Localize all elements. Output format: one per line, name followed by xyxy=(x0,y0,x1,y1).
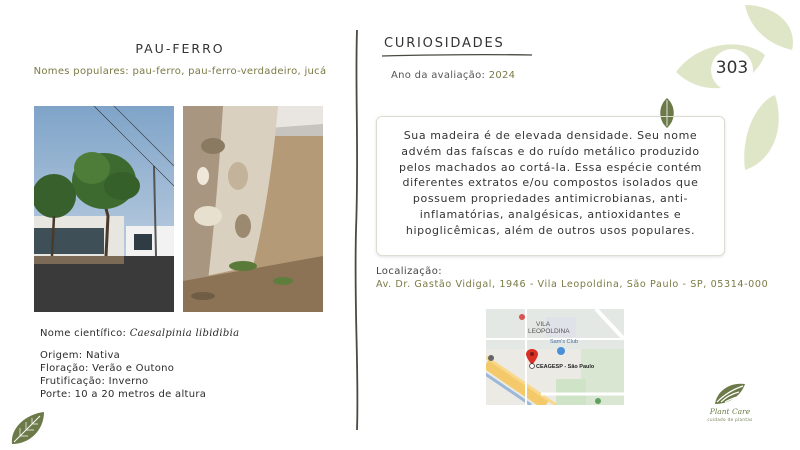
evaluation-year xyxy=(391,70,515,81)
title-underline xyxy=(382,52,532,58)
tree-facts xyxy=(40,349,206,401)
location-label: Localização: xyxy=(376,266,442,277)
evaluation-year-label: Ano da avaliação: xyxy=(391,70,486,81)
brand-tagline: cuidado de plantas xyxy=(707,417,753,422)
tree-photo xyxy=(34,106,174,312)
popular-names: Nomes populares: pau-ferro, pau-ferro-verdadeiro, jucá xyxy=(33,66,327,77)
tree-number: 303 xyxy=(715,58,749,78)
location-map[interactable] xyxy=(486,309,624,405)
species-title: PAU-FERRO xyxy=(135,41,225,56)
curiosities-title: CURIOSIDADES xyxy=(384,36,505,51)
flowering-season: Floração: Verão e Outono xyxy=(40,363,175,374)
leaf-top-icon xyxy=(745,5,793,50)
map-place-label: CEAGESP - São Paulo xyxy=(536,364,595,370)
trunk-photo xyxy=(183,106,323,312)
brand-name: Plant Care xyxy=(709,407,751,416)
map-district-label: VILA xyxy=(536,321,551,328)
description-card xyxy=(376,116,725,256)
location-address: Av. Dr. Gastão Vidigal, 1946 - Vila Leopoldina, São Paulo - SP, 05314-000 xyxy=(376,279,769,290)
evaluation-year-value: 2024 xyxy=(488,70,516,81)
leaf-bottom-icon xyxy=(744,95,779,170)
leaf-bottom-left-icon xyxy=(8,408,48,448)
plant-care-logo-icon xyxy=(713,380,747,406)
scientific-name: Caesalpinia libidibia xyxy=(129,328,240,339)
fruiting-season: Frutificação: Inverno xyxy=(40,376,149,387)
vertical-divider xyxy=(352,30,362,430)
description-text: Sua madeira é de elevada densidade. Seu nome advém das faíscas e do ruído metálico produzido pelos machados ao cortá-la. Essa espécie contém diferentes extratos e/ou compostos isolados que possuem propriedades antimicrobianas, anti-inflamatórias, analgésicas, antioxidantes e hipoglicêmicas, além de outros usos populares. xyxy=(398,129,702,237)
map-district-label-2: LEOPOLDINA xyxy=(528,328,570,335)
scientific-name-line xyxy=(40,328,239,339)
origin: Origem: Nativa xyxy=(40,350,121,361)
scientific-label: Nome científico: xyxy=(40,328,127,339)
tree-size: Porte: 10 a 20 metros de altura xyxy=(40,389,207,400)
map-store-label: Sam's Club xyxy=(550,339,578,345)
